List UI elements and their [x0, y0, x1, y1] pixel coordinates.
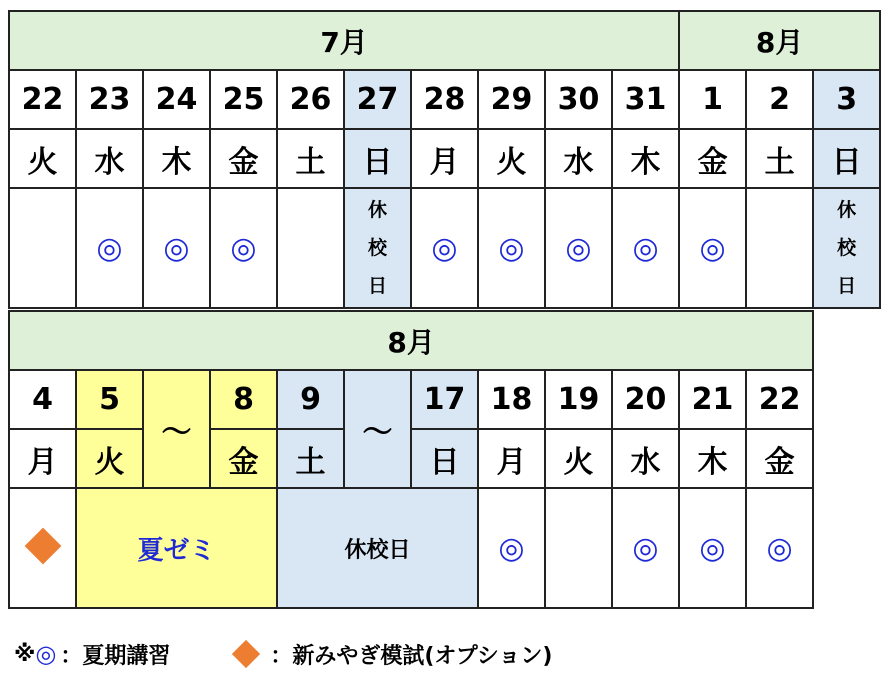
double-circle-icon: ◎: [478, 488, 545, 608]
double-circle-icon: ◎: [679, 488, 746, 608]
schedule-cell-empty: [277, 188, 344, 308]
double-circle-icon: ◎: [746, 488, 813, 608]
double-circle-icon: ◎: [143, 188, 210, 308]
weekday: 木: [143, 129, 210, 188]
day-number: 4: [9, 370, 76, 429]
day-number: 24: [143, 70, 210, 129]
day-number: 22: [9, 70, 76, 129]
schedule-cell-empty: [545, 488, 612, 608]
day-number: 31: [612, 70, 679, 129]
weekday: 日: [411, 429, 478, 488]
weekday: 金: [210, 129, 277, 188]
weekday: 火: [76, 429, 143, 488]
double-circle-icon: ◎: [612, 188, 679, 308]
double-circle-icon: ◎: [411, 188, 478, 308]
mock-exam-marker: [9, 488, 76, 608]
double-circle-icon: ◎: [210, 188, 277, 308]
day-number: 28: [411, 70, 478, 129]
school-closed-label: [813, 188, 880, 308]
weekday: 木: [679, 429, 746, 488]
legend-mock-exam-label: ：新みやぎ模試(オプション): [270, 643, 553, 669]
day-number: 19: [545, 370, 612, 429]
day-number: 20: [612, 370, 679, 429]
school-closed-char: 日: [837, 275, 857, 297]
day-number: 8: [210, 370, 277, 429]
double-circle-icon: ◎: [35, 640, 57, 668]
day-number: 2: [746, 70, 813, 129]
range-tilde: 〜: [143, 370, 210, 488]
orange-diamond-icon: [232, 640, 260, 668]
double-circle-icon: ◎: [478, 188, 545, 308]
weekday: 水: [76, 129, 143, 188]
weekday: 火: [9, 129, 76, 188]
day-number: 22: [746, 370, 813, 429]
day-number: 3: [813, 70, 880, 129]
legend-summer-course-label: ：夏期講習: [60, 643, 171, 669]
weekday: 月: [9, 429, 76, 488]
weekday: 金: [679, 129, 746, 188]
schedule-cell-empty: [746, 188, 813, 308]
day-number: 18: [478, 370, 545, 429]
day-number: 9: [277, 370, 344, 429]
month-header-august: 8月: [679, 11, 880, 70]
weekday: 月: [411, 129, 478, 188]
day-number: 1: [679, 70, 746, 129]
orange-diamond-icon: [24, 528, 61, 565]
legend-mock-exam: [228, 639, 552, 670]
weekday: 日: [813, 129, 880, 188]
school-closed-label: [344, 188, 411, 308]
calendar-july-august: [8, 10, 881, 309]
school-closed-char: 校: [367, 237, 387, 259]
day-number: 27: [344, 70, 411, 129]
weekday: 日: [344, 129, 411, 188]
month-header-july: 7月: [9, 11, 679, 70]
month-header-august: 8月: [9, 311, 813, 370]
weekday: 土: [746, 129, 813, 188]
double-circle-icon: ◎: [545, 188, 612, 308]
weekday: 火: [478, 129, 545, 188]
schedule-cell-empty: [9, 188, 76, 308]
day-number: 25: [210, 70, 277, 129]
weekday: 水: [612, 429, 679, 488]
legend: [14, 636, 874, 672]
weekday: 土: [277, 429, 344, 488]
weekday: 火: [545, 429, 612, 488]
day-number: 21: [679, 370, 746, 429]
weekday: 月: [478, 429, 545, 488]
double-circle-icon: ◎: [612, 488, 679, 608]
day-number: 5: [76, 370, 143, 429]
weekday: 金: [210, 429, 277, 488]
double-circle-icon: ◎: [679, 188, 746, 308]
day-number: 29: [478, 70, 545, 129]
weekday: 金: [746, 429, 813, 488]
day-number: 23: [76, 70, 143, 129]
calendar-august: [8, 310, 814, 609]
weekday: 水: [545, 129, 612, 188]
legend-summer-course: [14, 639, 170, 670]
day-number: 26: [277, 70, 344, 129]
school-closed-label: 休校日: [277, 488, 478, 608]
double-circle-icon: ◎: [76, 188, 143, 308]
range-tilde: 〜: [344, 370, 411, 488]
weekday: 土: [277, 129, 344, 188]
school-closed-char: 休: [367, 199, 387, 221]
summer-seminar-label: 夏ゼミ: [76, 488, 277, 608]
school-closed-char: 休: [837, 199, 857, 221]
legend-note-mark: ※: [14, 641, 36, 667]
weekday: 木: [612, 129, 679, 188]
day-number: 30: [545, 70, 612, 129]
school-closed-char: 校: [837, 237, 857, 259]
day-number: 17: [411, 370, 478, 429]
school-closed-char: 日: [367, 275, 387, 297]
